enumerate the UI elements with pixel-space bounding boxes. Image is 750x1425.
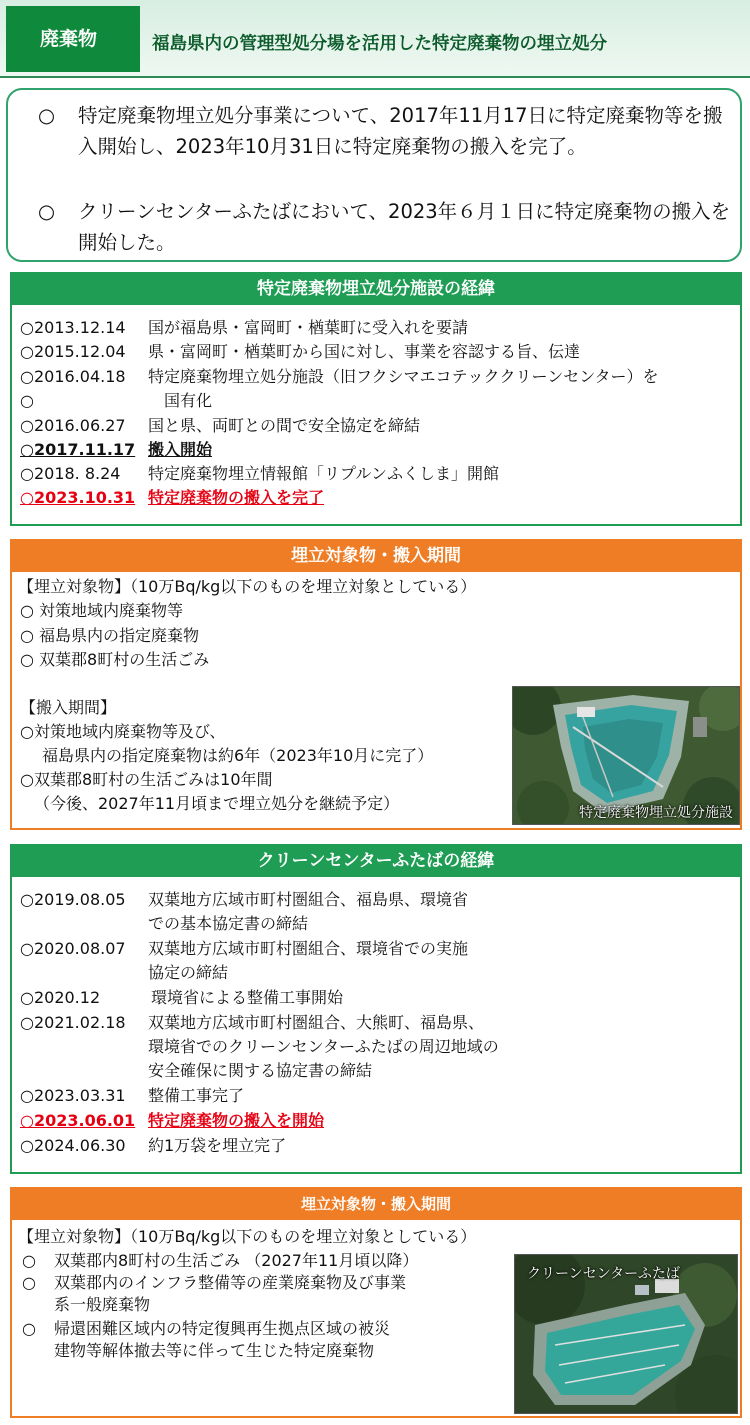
section-cleancenter-history — [10, 844, 742, 1174]
timeline-text: 国と県、両町との間で安全協定を締結 — [148, 416, 421, 435]
timeline-date: ○2016.06.27 — [20, 416, 126, 435]
timeline-text: 特定廃棄物埋立処分施設（旧フクシマエコテッククリーンセンター）を — [148, 367, 659, 386]
photo-caption: クリーンセンターふたば — [527, 1266, 680, 1282]
target-item: ○ 福島県内の指定廃棄物 — [20, 626, 200, 645]
target-item: 帰還困難区域内の特定復興再生拠点区域の被災 — [54, 1319, 391, 1338]
facility-aerial-photo — [512, 686, 740, 825]
timeline-text: 環境省による整備工事開始 — [151, 988, 344, 1007]
timeline-date: ○2018. 8.24 — [20, 464, 121, 483]
timeline-text: 双葉地方広域市町村圏組合、環境省での実施 — [148, 939, 469, 958]
timeline-date: ○2016.04.18 — [20, 367, 126, 386]
timeline-date: ○2020.12 — [20, 988, 101, 1007]
summary-box — [6, 88, 742, 262]
period-item: （今後、2027年11月頃まで埋立処分を継続予定） — [34, 794, 400, 813]
period-item: ○双葉郡8町村の生活ごみは10年間 — [20, 770, 273, 789]
timeline-date: ○2023.10.31 — [20, 488, 136, 507]
timeline-date: ○2013.12.14 — [20, 318, 126, 337]
timeline-text: 特定廃棄物の搬入を開始 — [148, 1111, 325, 1130]
target-item: 双葉郡内のインフラ整備等の産業廃棄物及び事業 — [54, 1273, 407, 1292]
section-title: 埋立対象物・搬入期間 — [12, 1189, 740, 1220]
timeline-text: 特定廃棄物の搬入を完了 — [148, 488, 325, 507]
timeline-text: での基本協定書の締結 — [148, 914, 309, 933]
section-title: 特定廃棄物埋立処分施設の経緯 — [12, 274, 740, 305]
timeline-date: ○2024.06.30 — [20, 1136, 126, 1155]
timeline-date: ○2021.02.18 — [20, 1013, 126, 1032]
target-item: 建物等解体撤去等に伴って生じた特定廃棄物 — [54, 1341, 375, 1360]
target-item: 系一般廃棄物 — [54, 1295, 151, 1314]
section-title: 埋立対象物・搬入期間 — [12, 541, 740, 572]
target-label: 【埋立対象物】（10万Bq/kg以下のものを埋立対象としている） — [18, 577, 477, 596]
target-item: 双葉郡内8町村の生活ごみ （2027年11月頃以降） — [54, 1251, 419, 1270]
target-bullet: ○ — [22, 1251, 36, 1270]
timeline-text: 国が福島県・富岡町・楢葉町に受入れを要請 — [148, 318, 469, 337]
timeline-text: 環境省でのクリーンセンターふたばの周辺地域の — [148, 1037, 499, 1056]
timeline-date: ○2015.12.04 — [20, 342, 126, 361]
timeline-date: ○2019.08.05 — [20, 890, 126, 909]
section-targets-period — [10, 539, 742, 830]
timeline-text: 約1万袋を埋立完了 — [148, 1136, 287, 1155]
period-item: 福島県内の指定廃棄物は約6年（2023年10月に完了） — [42, 746, 434, 765]
target-label: 【埋立対象物】（10万Bq/kg以下のものを埋立対象としている） — [18, 1227, 477, 1246]
timeline-text: 整備工事完了 — [148, 1086, 245, 1105]
summary-bullet: ○ — [38, 104, 56, 127]
section-cleancenter-targets — [10, 1187, 742, 1418]
target-item: ○ 双葉郡8町村の生活ごみ — [20, 650, 210, 669]
timeline-text: 国有化 — [164, 391, 213, 410]
cleancenter-aerial-photo — [514, 1254, 738, 1414]
photo-caption: 特定廃棄物埋立処分施設 — [579, 805, 733, 821]
target-bullet: ○ — [22, 1273, 36, 1292]
timeline-text: 県・富岡町・楢葉町から国に対し、事業を容認する旨、伝達 — [148, 342, 581, 361]
category-tag: 廃棄物 — [6, 6, 140, 72]
summary-bullet: ○ — [38, 200, 56, 223]
timeline-text: 協定の締結 — [148, 963, 229, 982]
timeline-text: 特定廃棄物埋立情報館「リプルンふくしま」開館 — [148, 464, 499, 483]
timeline-date: ○ — [20, 391, 34, 410]
timeline-text: 搬入開始 — [148, 440, 213, 459]
timeline-date: ○2017.11.17 — [20, 440, 136, 459]
timeline-date: ○2023.06.01 — [20, 1111, 136, 1130]
page-title: 福島県内の管理型処分場を活用した特定廃棄物の埋立処分 — [152, 34, 607, 54]
summary-text: 特定廃棄物埋立処分事業について、2017年11月17日に特定廃棄物等を搬入開始し、2023年10月31日に特定廃棄物の搬入を完了。 — [78, 104, 723, 158]
section-title: クリーンセンターふたばの経緯 — [12, 846, 740, 877]
timeline-text: 安全確保に関する協定書の締結 — [148, 1061, 373, 1080]
section-facility-history — [10, 272, 742, 526]
period-item: ○対策地域内廃棄物等及び、 — [20, 722, 226, 741]
page-header — [0, 0, 750, 78]
target-bullet: ○ — [22, 1319, 36, 1338]
timeline-text: 双葉地方広域市町村圏組合、福島県、環境省 — [148, 890, 469, 909]
timeline-date: ○2023.03.31 — [20, 1086, 126, 1105]
period-label: 【搬入期間】 — [20, 698, 117, 717]
timeline-date: ○2020.08.07 — [20, 939, 126, 958]
summary-text: クリーンセンターふたばにおいて、2023年６月１日に特定廃棄物の搬入を開始した。 — [78, 200, 731, 254]
timeline-text: 双葉地方広域市町村圏組合、大熊町、福島県、 — [148, 1013, 485, 1032]
target-item: ○ 対策地域内廃棄物等 — [20, 601, 184, 620]
